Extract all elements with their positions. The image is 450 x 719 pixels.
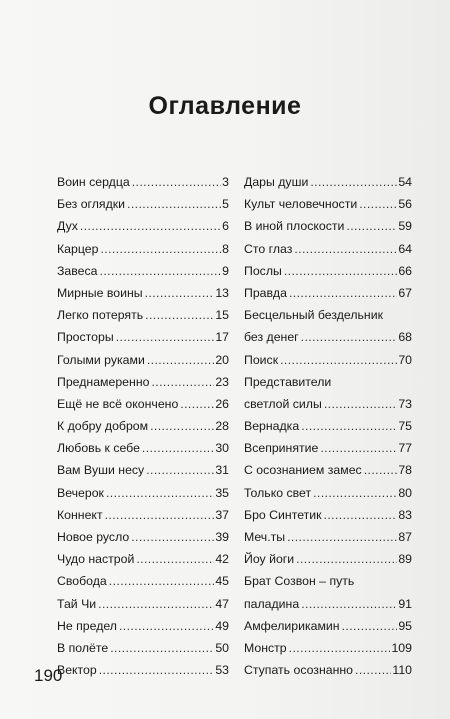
toc-entry-title: С осознанием замес xyxy=(244,463,362,478)
toc-entry-title: Просторы xyxy=(57,330,114,345)
toc-entry-page: 64 xyxy=(398,241,412,256)
toc-entry-page: 42 xyxy=(215,552,229,567)
toc-entry-title: Бесцельный бездельник xyxy=(244,308,383,323)
toc-entry-title: Дух xyxy=(57,219,78,234)
toc-entry-page: 77 xyxy=(398,441,412,456)
toc-entry xyxy=(244,637,412,659)
toc-entry xyxy=(244,260,412,282)
dot-leader xyxy=(110,637,214,659)
toc-entry-title: Послы xyxy=(244,263,282,278)
toc-entry-title: Воин сердца xyxy=(57,175,130,189)
dot-leader xyxy=(99,659,215,681)
toc-entry-page: 89 xyxy=(398,552,412,567)
toc-entry xyxy=(57,659,229,681)
toc-entry-page: 49 xyxy=(215,618,229,633)
toc-entry xyxy=(57,349,229,371)
toc-entry xyxy=(244,548,412,570)
dot-leader xyxy=(105,504,215,526)
toc-entry-title: К добру добром xyxy=(57,419,149,434)
toc-entry-title: Вектор xyxy=(57,663,97,678)
dot-leader xyxy=(136,548,214,570)
toc-entry xyxy=(57,304,229,326)
toc-entry-page: 53 xyxy=(215,663,229,678)
page-number: 190 xyxy=(34,666,63,685)
toc-entry-page: 70 xyxy=(398,352,412,367)
dot-leader xyxy=(287,526,397,548)
toc-entry-page: 91 xyxy=(398,596,412,611)
dot-leader xyxy=(151,371,214,393)
toc-entry xyxy=(57,415,229,437)
page-title: Оглавление xyxy=(148,92,302,120)
toc-entry-page: 30 xyxy=(215,441,229,456)
toc-entry xyxy=(244,193,412,215)
dot-leader xyxy=(320,437,397,459)
toc-entry xyxy=(57,326,229,348)
toc-entry-title: Вечерок xyxy=(57,485,104,500)
toc-entry xyxy=(244,459,412,481)
toc-entry-title: Сто глаз xyxy=(244,241,293,256)
dot-leader xyxy=(301,415,397,437)
toc-entry-page: 95 xyxy=(398,618,412,633)
toc-entry xyxy=(57,437,229,459)
toc-entry xyxy=(244,238,412,260)
toc-entry xyxy=(57,637,229,659)
toc-entry-title: Вернадка xyxy=(244,419,300,434)
toc-entry-title: Всепринятие xyxy=(244,441,319,456)
toc-entry-title: Ступать осознанно xyxy=(244,663,353,678)
toc-entry xyxy=(57,171,229,193)
toc-entry xyxy=(244,504,412,526)
dot-leader xyxy=(364,459,398,481)
toc-entry xyxy=(244,415,412,437)
toc-entry-title: Без оглядки xyxy=(57,197,126,212)
dot-leader xyxy=(313,482,397,504)
toc-entry-page: 87 xyxy=(398,530,412,544)
dot-leader xyxy=(127,193,221,215)
dot-leader xyxy=(109,570,215,592)
toc-entry-title: Завеса xyxy=(57,263,98,278)
toc-entry-page: 56 xyxy=(398,197,412,212)
toc-entry-title: светлой силы xyxy=(244,396,322,411)
toc-entry-page: 28 xyxy=(215,419,229,434)
toc-entry-title: Свобода xyxy=(57,574,107,589)
toc-entry xyxy=(244,304,412,326)
toc-entry xyxy=(57,282,229,304)
dot-leader xyxy=(324,504,398,526)
toc-entry xyxy=(244,437,412,459)
toc-entry xyxy=(57,482,229,504)
toc-entry-page: 73 xyxy=(398,396,412,411)
toc-entry-title: Только свет xyxy=(244,485,312,500)
toc-entry-page: 17 xyxy=(215,330,229,345)
toc-entry xyxy=(244,393,412,415)
dot-leader xyxy=(100,238,221,260)
toc-entry-title: Правда xyxy=(244,285,287,300)
toc-entry-title: Легко потерять xyxy=(57,308,144,323)
toc-entry xyxy=(244,593,412,615)
toc-entry xyxy=(244,570,412,592)
toc-entry-title: Преднамеренно xyxy=(57,374,150,389)
dot-leader xyxy=(142,437,214,459)
dot-leader xyxy=(150,415,214,437)
toc-entry-title: Чудо настрой xyxy=(57,552,135,567)
toc-entry xyxy=(244,482,412,504)
toc-entry-title: Новое русло xyxy=(57,530,130,544)
dot-leader xyxy=(284,260,397,282)
toc-entry-page: 78 xyxy=(398,463,412,478)
dot-leader xyxy=(145,304,214,326)
toc-entry xyxy=(244,215,412,237)
dot-leader xyxy=(180,393,214,415)
toc-entry-page: 80 xyxy=(398,485,412,500)
toc-entry xyxy=(244,371,412,393)
toc-entry-title: паладина xyxy=(244,596,300,611)
toc-entry-page: 67 xyxy=(398,285,412,300)
dot-leader xyxy=(324,393,398,415)
toc-entry-title: В иной плоскости xyxy=(244,219,345,234)
toc-entry xyxy=(244,282,412,304)
toc-entry xyxy=(244,615,412,637)
toc-entry-title: без денег xyxy=(244,330,299,345)
toc-entry-title: Монстр xyxy=(244,640,287,655)
toc-entry-title: Йоу йоги xyxy=(244,552,295,567)
dot-leader xyxy=(147,349,214,371)
toc-entry-page: 35 xyxy=(215,485,229,500)
toc-entry-title: Представители xyxy=(244,374,332,389)
toc-entry-page: 15 xyxy=(215,308,229,323)
toc-entry xyxy=(57,193,229,215)
toc-entry-page: 66 xyxy=(398,263,412,278)
toc-entry-title: Поиск xyxy=(244,352,279,367)
toc-entry-page: 20 xyxy=(215,352,229,367)
toc-entry-page: 9 xyxy=(222,263,229,278)
toc-entry xyxy=(57,615,229,637)
dot-leader xyxy=(310,171,397,193)
dot-leader xyxy=(131,526,214,548)
toc-entry xyxy=(57,238,229,260)
toc-entry-title: Бро Синтетик xyxy=(244,507,322,522)
toc-entry-page: 68 xyxy=(398,330,412,345)
toc-entry xyxy=(57,570,229,592)
toc-entry-page: 31 xyxy=(215,463,229,478)
toc-entry-title: Амфелирикамин xyxy=(244,618,340,633)
toc-entry-title: Мирные воины xyxy=(57,285,143,300)
toc-entry-title: Меч.ты xyxy=(244,530,286,544)
toc-entry xyxy=(57,593,229,615)
toc-entry xyxy=(244,349,412,371)
dot-leader xyxy=(289,282,397,304)
toc-entry-page: 26 xyxy=(215,396,229,411)
dot-leader xyxy=(146,459,214,481)
dot-leader xyxy=(132,171,221,193)
toc-entry-page: 6 xyxy=(222,219,229,234)
toc-entry-title: Ещё не всё окончено xyxy=(57,396,179,411)
toc-entry-title: Коннект xyxy=(57,507,103,522)
toc-entry xyxy=(244,659,412,681)
dot-leader xyxy=(301,326,398,348)
toc-entry-page: 45 xyxy=(215,574,229,589)
toc-entry xyxy=(57,459,229,481)
toc-entry xyxy=(57,260,229,282)
toc-entry-page: 59 xyxy=(398,219,412,234)
toc-entry-page: 23 xyxy=(215,374,229,389)
toc-entry-title: Не предел xyxy=(57,618,117,633)
toc-entry-title: Тай Чи xyxy=(57,596,97,611)
toc-entry xyxy=(57,526,229,548)
dot-leader xyxy=(296,548,397,570)
toc-entry-page: 110 xyxy=(392,663,412,678)
toc-entry-page: 3 xyxy=(222,175,229,189)
dot-leader xyxy=(359,193,397,215)
dot-leader xyxy=(80,215,221,237)
dot-leader xyxy=(346,215,397,237)
dot-leader xyxy=(98,593,214,615)
dot-leader xyxy=(355,659,391,681)
toc-entry xyxy=(57,548,229,570)
toc-entry xyxy=(57,393,229,415)
dot-leader xyxy=(119,615,214,637)
dot-leader xyxy=(342,615,398,637)
toc-entry-page: 13 xyxy=(215,285,229,300)
toc-entry xyxy=(244,171,412,193)
toc-entry-page: 75 xyxy=(398,419,412,434)
toc-entry xyxy=(57,504,229,526)
toc-entry-page: 37 xyxy=(215,507,229,522)
toc-entry xyxy=(57,371,229,393)
toc-entry-title: Культ человечности xyxy=(244,197,358,212)
dot-leader xyxy=(106,482,214,504)
dot-leader xyxy=(294,238,397,260)
dot-leader xyxy=(145,282,215,304)
toc-entry-title: Вам Вуши несу xyxy=(57,463,145,478)
toc-entry-title: В полёте xyxy=(57,640,109,655)
toc-entry xyxy=(244,526,412,548)
toc-entry-title: Карцер xyxy=(57,241,99,256)
dot-leader xyxy=(289,637,391,659)
toc-entry-title: Любовь к себе xyxy=(57,441,140,456)
toc-entry-title: Голыми руками xyxy=(57,352,145,367)
toc-entry-page: 39 xyxy=(215,530,229,544)
dot-leader xyxy=(100,260,222,282)
toc-entry-page: 54 xyxy=(398,175,412,189)
toc-entry-page: 8 xyxy=(222,241,229,256)
toc-entry-title: Брат Созвон – путь xyxy=(244,574,355,589)
toc-entry-page: 83 xyxy=(398,507,412,522)
toc-entry xyxy=(57,215,229,237)
toc-left-column xyxy=(57,171,229,681)
toc-entry xyxy=(244,326,412,348)
dot-leader xyxy=(301,593,397,615)
toc-entry-page: 109 xyxy=(391,640,412,655)
dot-leader xyxy=(116,326,215,348)
toc-entry-page: 5 xyxy=(222,197,229,212)
dot-leader xyxy=(280,349,397,371)
toc-entry-page: 50 xyxy=(215,640,229,655)
toc-entry-page: 47 xyxy=(215,596,229,611)
toc-right-column xyxy=(244,171,412,681)
toc-entry-title: Дары души xyxy=(244,175,309,189)
